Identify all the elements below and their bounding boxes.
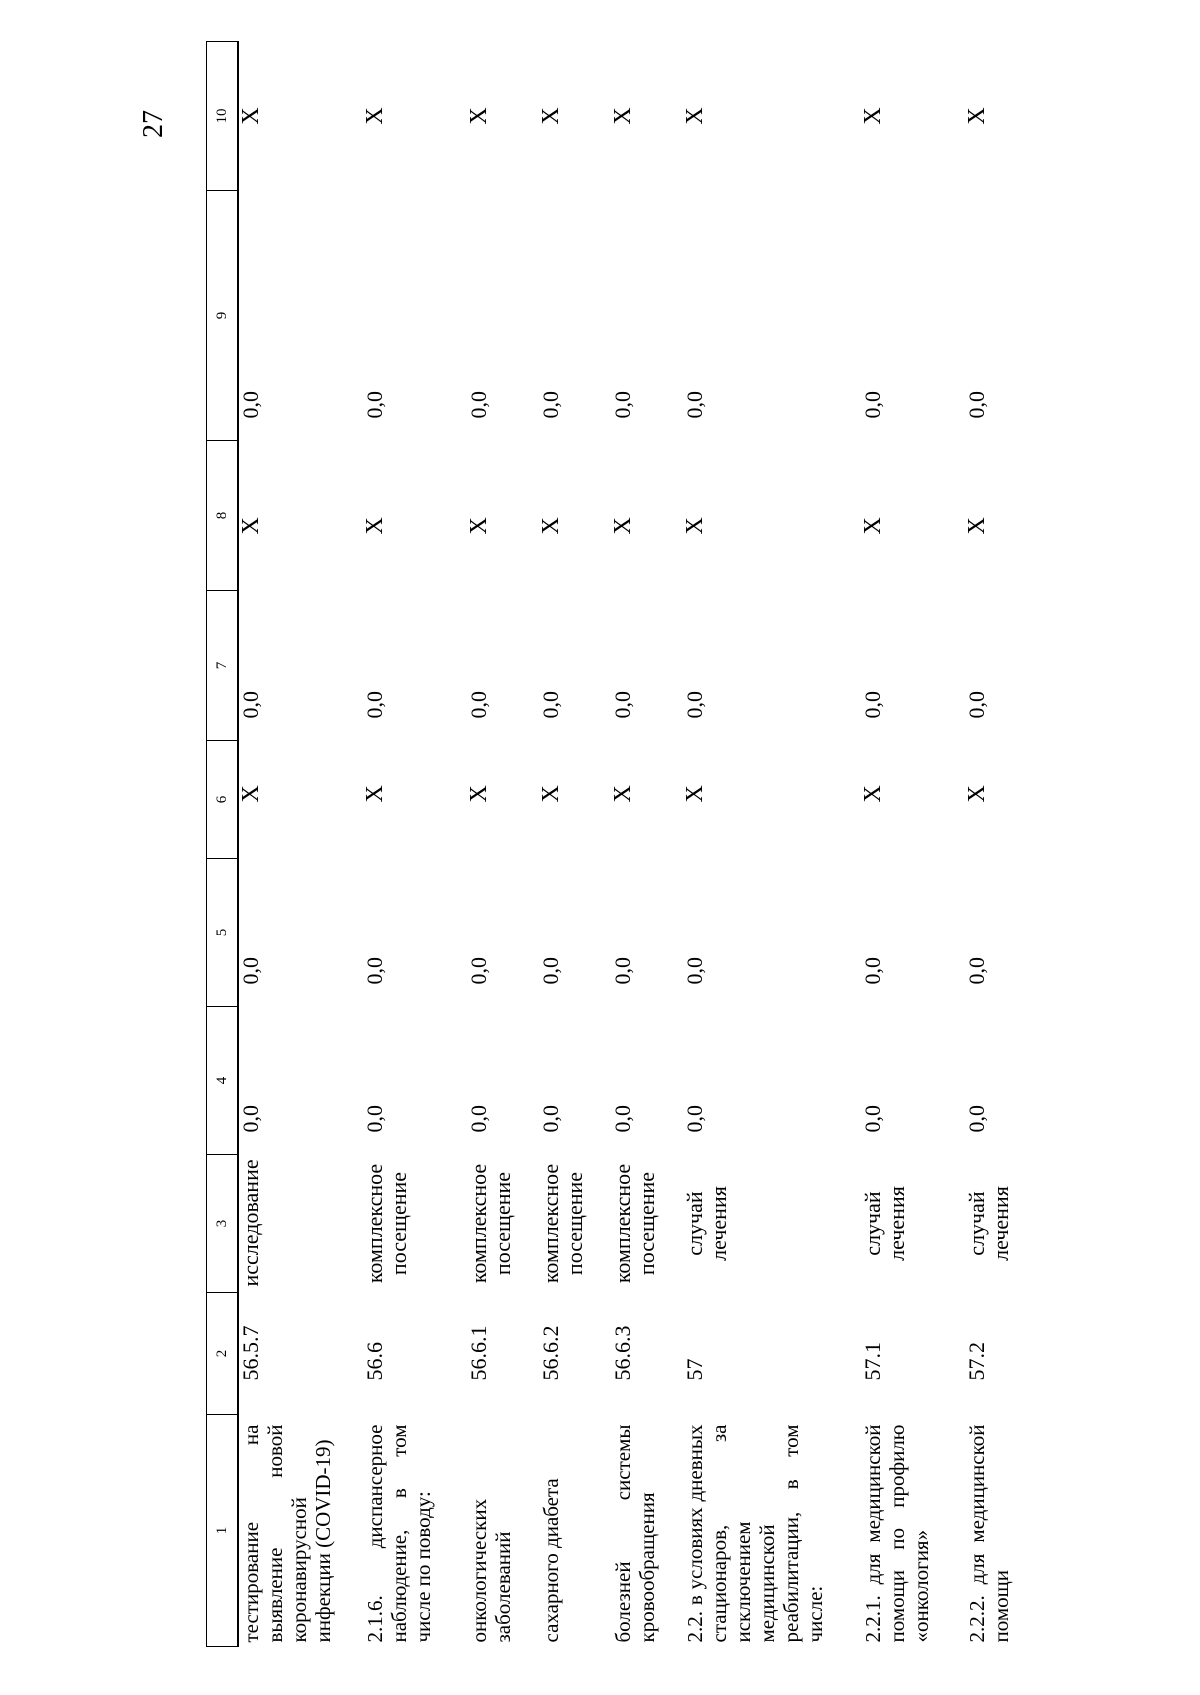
- cell-col9: 0,0: [238, 391, 263, 419]
- row-unit: комплексное посещение: [362, 1163, 411, 1284]
- cell-col10: X: [466, 107, 492, 125]
- cell-col8: X: [964, 517, 990, 535]
- cell-col8: X: [538, 517, 564, 535]
- cell-col10: X: [362, 107, 388, 125]
- cell-col6: X: [682, 785, 708, 803]
- row-name: 2.2.2. для медицинской помощи: [965, 1424, 1013, 1643]
- cell-col8: X: [610, 517, 636, 535]
- row-name: тестирование на выявление новой коронавирусной инфекции (COVID-19): [239, 1424, 335, 1643]
- cell-col5: 0,0: [964, 957, 989, 985]
- cell-col6: X: [610, 785, 636, 803]
- cell-col4: 0,0: [682, 1105, 707, 1133]
- cell-col6: X: [538, 785, 564, 803]
- cell-col8: X: [238, 517, 264, 535]
- row-name: онкологических заболеваний: [467, 1498, 515, 1643]
- row-code: 56.6: [362, 1342, 387, 1381]
- cell-col5: 0,0: [860, 957, 885, 985]
- cell-col6: X: [362, 785, 388, 803]
- row-name: 2.2. в условиях дневных стационаров, за исключением медицинской реабилитации, в том числе:: [683, 1424, 827, 1643]
- cell-col4: 0,0: [538, 1105, 563, 1133]
- cell-col4: 0,0: [238, 1105, 263, 1133]
- cell-col4: 0,0: [964, 1105, 989, 1133]
- cell-col6: X: [238, 785, 264, 803]
- cell-col5: 0,0: [362, 957, 387, 985]
- row-unit: случай лечения: [860, 1186, 909, 1261]
- column-header: 8: [207, 441, 239, 591]
- cell-col8: X: [362, 517, 388, 535]
- cell-col5: 0,0: [682, 957, 707, 985]
- row-code: 56.6.1: [466, 1325, 491, 1381]
- row-code: 56.6.3: [610, 1325, 635, 1381]
- row-unit: комплексное посещение: [610, 1163, 659, 1284]
- column-header: 9: [207, 191, 239, 441]
- cell-col4: 0,0: [466, 1105, 491, 1133]
- cell-col7: 0,0: [964, 691, 989, 719]
- cell-col10: X: [610, 107, 636, 125]
- column-header: 1: [207, 1415, 239, 1647]
- data-table: [206, 41, 1037, 1647]
- cell-col7: 0,0: [610, 691, 635, 719]
- cell-col7: 0,0: [538, 691, 563, 719]
- table-row: [363, 42, 467, 1647]
- row-unit: случай лечения: [964, 1186, 1013, 1261]
- table-row: [683, 42, 861, 1647]
- table-row: [467, 42, 539, 1647]
- row-name: 2.2.1. для медицинской помощи по профилю «онкология»: [861, 1424, 933, 1643]
- cell-col4: 0,0: [860, 1105, 885, 1133]
- table-row: [861, 42, 965, 1647]
- cell-col9: 0,0: [860, 391, 885, 419]
- cell-col4: 0,0: [610, 1105, 635, 1133]
- cell-col7: 0,0: [238, 691, 263, 719]
- column-header: 5: [207, 859, 239, 1007]
- cell-col7: 0,0: [362, 691, 387, 719]
- cell-col9: 0,0: [466, 391, 491, 419]
- cell-col8: X: [466, 517, 492, 535]
- column-header: 10: [207, 42, 239, 191]
- row-code: 57.1: [860, 1342, 885, 1381]
- column-header: 2: [207, 1293, 239, 1415]
- cell-col5: 0,0: [466, 957, 491, 985]
- cell-col9: 0,0: [964, 391, 989, 419]
- cell-col5: 0,0: [238, 957, 263, 985]
- row-code: 56.6.2: [538, 1325, 563, 1381]
- row-code: 57.2: [964, 1342, 989, 1381]
- cell-col5: 0,0: [610, 957, 635, 985]
- cell-col6: X: [860, 785, 886, 803]
- row-unit: исследование: [238, 1159, 263, 1287]
- column-header: 3: [207, 1155, 239, 1293]
- cell-col9: 0,0: [362, 391, 387, 419]
- cell-col4: 0,0: [362, 1105, 387, 1133]
- row-unit: комплексное посещение: [538, 1163, 587, 1284]
- cell-col10: X: [538, 107, 564, 125]
- cell-col6: X: [466, 785, 492, 803]
- cell-col10: X: [860, 107, 886, 125]
- cell-col8: X: [682, 517, 708, 535]
- cell-col10: X: [238, 107, 264, 125]
- cell-col7: 0,0: [860, 691, 885, 719]
- row-code: 56.5.7: [238, 1325, 263, 1381]
- cell-col10: X: [964, 107, 990, 125]
- row-code: 57: [682, 1358, 707, 1381]
- cell-col5: 0,0: [538, 957, 563, 985]
- table-row: [965, 42, 1037, 1647]
- row-unit: случай лечения: [682, 1186, 731, 1261]
- cell-col6: X: [964, 785, 990, 803]
- row-name: сахарного диабета: [539, 1478, 563, 1643]
- table-row: [611, 42, 683, 1647]
- row-name: болезней системы кровообращения: [611, 1424, 659, 1643]
- cell-col9: 0,0: [682, 391, 707, 419]
- cell-col8: X: [860, 517, 886, 535]
- header-row: [207, 42, 239, 1647]
- column-header: 7: [207, 591, 239, 741]
- cell-col7: 0,0: [682, 691, 707, 719]
- cell-col9: 0,0: [610, 391, 635, 419]
- column-header: 6: [207, 741, 239, 859]
- cell-col7: 0,0: [466, 691, 491, 719]
- table-row: [238, 42, 363, 1647]
- table-row: [539, 42, 611, 1647]
- row-unit: комплексное посещение: [466, 1163, 515, 1284]
- page-number: 27: [138, 110, 169, 138]
- row-name: 2.1.6. диспансерное наблюдение, в том числе по поводу:: [363, 1424, 435, 1643]
- cell-col9: 0,0: [538, 391, 563, 419]
- column-header: 4: [207, 1007, 239, 1155]
- cell-col10: X: [682, 107, 708, 125]
